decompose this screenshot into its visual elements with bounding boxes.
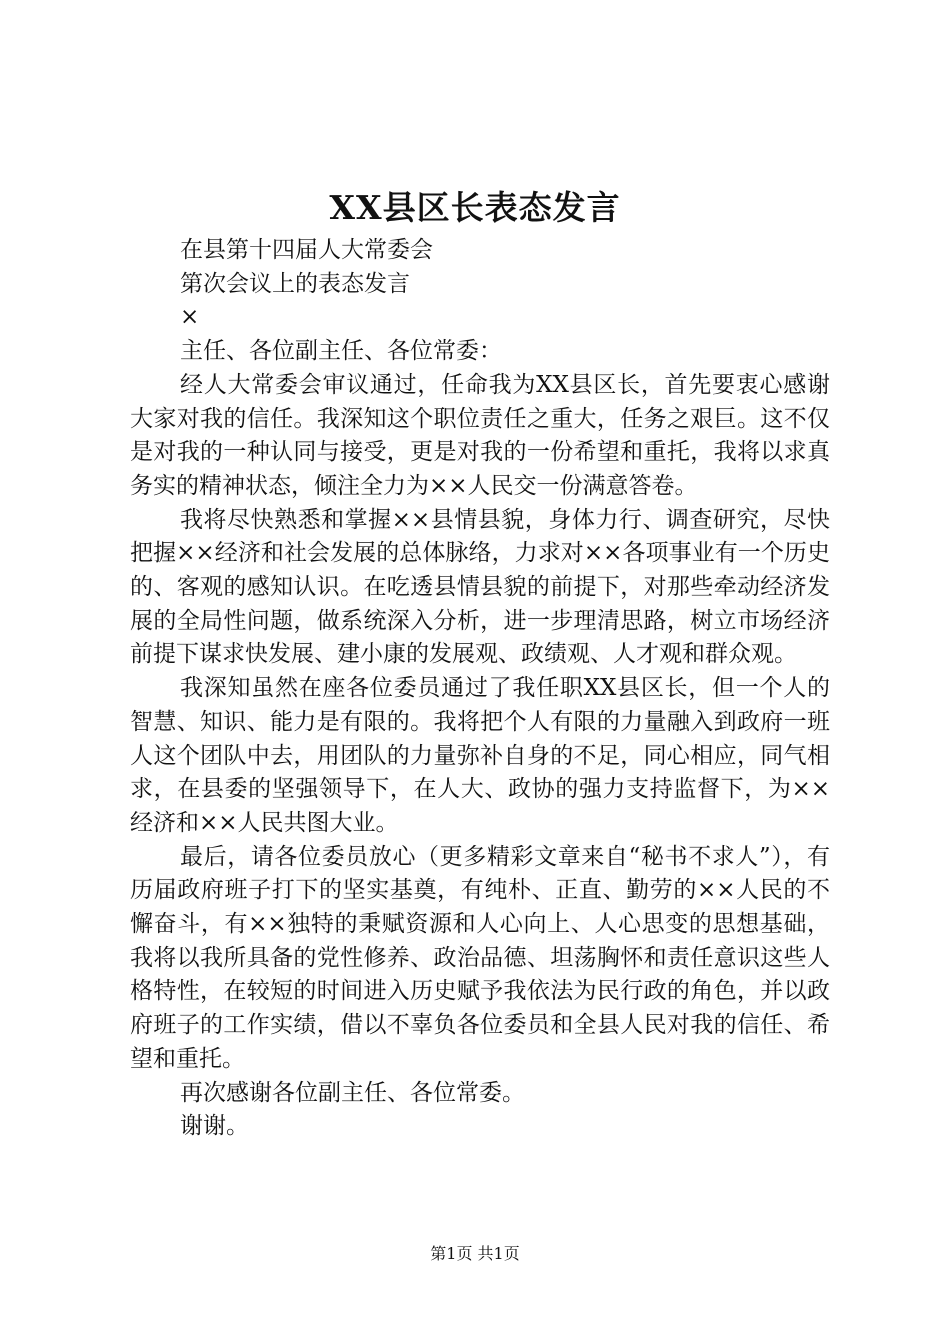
closing-thanks: 再次感谢各位副主任、各位常委。	[180, 1079, 525, 1106]
paragraph-3: 我深知虽然在座各位委员通过了我任职XX县区长，但一个人的智慧、知识、能力是有限的。我将把个人有限的力量融入到政府一班人这个团队中去，用团队的力量弥补自身的不足，同心相应，同气相求，在县委的坚强领导下，在人大、政协的强力支持监督下，为××经济和××人民共图大业。	[130, 675, 830, 836]
paragraph-4: 最后，请各位委员放心（更多精彩文章来自“秘书不求人”），有历届政府班子打下的坚实基奠，有纯朴、正直、勤劳的××人民的不懈奋斗，有××独特的秉赋资源和人心向上、人心思变的思想基础，我将以我所具备的党性修养、政治品德、坦荡胸怀和责任意识这些人格特性，在较短的时间进入历史赋予我依法为民行政的角色，并以政府班子的工作实绩，借以不辜负各位委员和全县人民对我的信任、希望和重托。	[130, 843, 830, 1072]
paragraph-1: 经人大常委会审议通过，任命我为XX县区长，首先要衷心感谢大家对我的信任。我深知这个职位责任之重大，任务之艰巨。这不仅是对我的一种认同与接受，更是对我的一份希望和重托，我将以求真务实的精神状态，倾注全力为××人民交一份满意答卷。	[130, 371, 830, 499]
subtitle-line-2: 第次会议上的表态发言	[180, 270, 410, 297]
salutation: 主任、各位副主任、各位常委：	[180, 338, 502, 365]
closing-final: 谢谢。	[180, 1113, 249, 1140]
speaker-mark: ×	[180, 304, 200, 331]
document-title: XX县区长表态发言	[329, 188, 621, 227]
page-footer: 第1页 共1页	[430, 1244, 520, 1263]
document-body	[130, 234, 830, 1144]
subtitle-line-1: 在县第十四届人大常委会	[180, 237, 433, 263]
paragraph-2: 我将尽快熟悉和掌握××县情县貌，身体力行、调查研究，尽快把握××经济和社会发展的总体脉络，力求对××各项事业有一个历史的、客观的感知认识。在吃透县情县貌的前提下，对那些牵动经济发展的全局性问题，做系统深入分析，进一步理清思路，树立市场经济前提下谋求快发展、建小康的发展观、政绩观、人才观和群众观。	[130, 506, 830, 668]
